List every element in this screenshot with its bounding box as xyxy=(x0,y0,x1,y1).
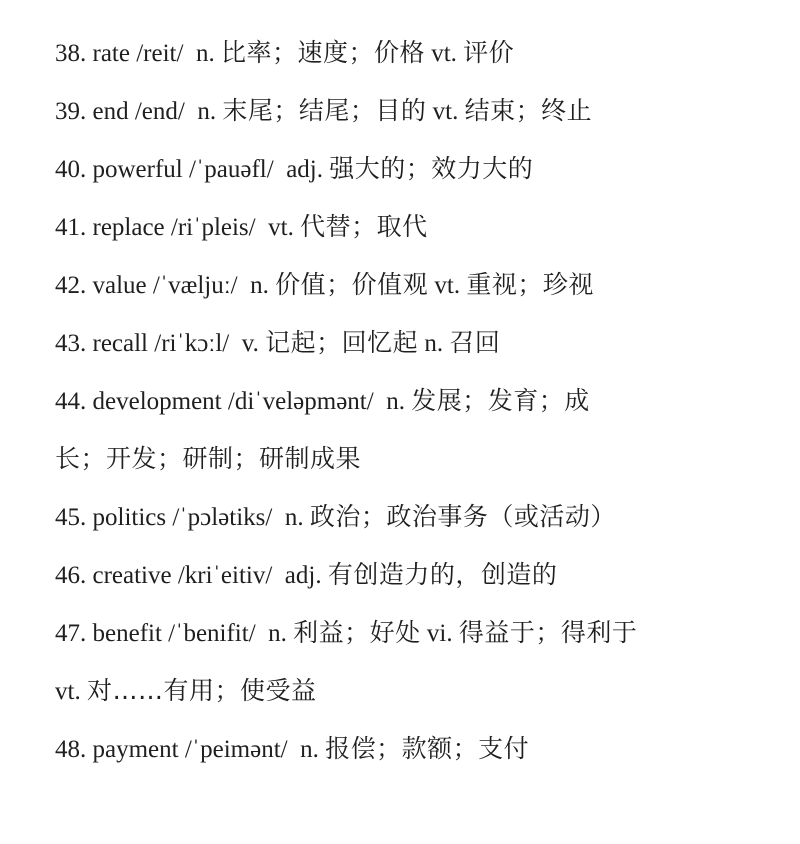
vocab-entry-48 xyxy=(55,729,529,769)
entry-word: replace xyxy=(92,214,165,241)
entry-word: value xyxy=(92,272,147,299)
entry-meaning: 发展；发育；成 xyxy=(411,386,590,415)
entry-word: rate xyxy=(92,40,130,67)
entry-phonetic: /ˈvæljuː/ xyxy=(152,272,238,299)
vocab-entry-47 xyxy=(55,613,637,653)
entry-number: 44. xyxy=(55,388,87,415)
entry-word: creative xyxy=(92,562,172,589)
entry-meaning: 重视；珍视 xyxy=(466,270,594,299)
entry-phonetic: /end/ xyxy=(134,98,185,125)
entry-pos: n. xyxy=(424,330,444,357)
entry-meaning: 强大的；效力大的 xyxy=(329,154,534,183)
entry-word: payment xyxy=(92,736,179,763)
entry-number: 41. xyxy=(55,214,87,241)
entry-pos: n. xyxy=(268,620,287,647)
vocab-entry-38 xyxy=(55,33,514,73)
entry-pos: n. xyxy=(300,736,319,763)
entry-meaning: 长；开发；研制；研制成果 xyxy=(55,444,362,473)
entry-phonetic: /kriˈeitiv/ xyxy=(177,562,273,589)
vocab-entry-44 xyxy=(55,381,590,421)
entry-meaning: 评价 xyxy=(463,38,515,67)
entry-number: 43. xyxy=(55,330,87,357)
entry-pos: n. xyxy=(197,98,217,125)
vocab-entry-46 xyxy=(55,555,557,595)
entry-number: 38. xyxy=(55,40,87,67)
entry-phonetic: /reit/ xyxy=(136,40,184,67)
entry-meaning: 比率；速度；价格 xyxy=(220,38,425,67)
entry-word: powerful xyxy=(92,156,183,183)
entry-meaning: 价值；价值观 xyxy=(275,270,429,299)
entry-meaning: 利益；好处 xyxy=(293,618,421,647)
vocab-entry-41 xyxy=(55,207,428,247)
vocab-entry-40 xyxy=(55,149,533,189)
entry-pos: n. xyxy=(386,388,405,415)
entry-meaning: 末尾；结尾；目的 xyxy=(222,96,427,125)
entry-number: 47. xyxy=(55,620,87,647)
entry-number: 45. xyxy=(55,504,87,531)
entry-number: 48. xyxy=(55,736,87,763)
entry-pos: vt. xyxy=(55,678,81,705)
entry-pos: n. xyxy=(250,272,269,299)
entry-meaning: 代替；取代 xyxy=(300,212,428,241)
entry-phonetic: /ˈpeimənt/ xyxy=(184,736,288,763)
entry-pos: v. xyxy=(241,330,259,357)
entry-number: 42. xyxy=(55,272,87,299)
entry-meaning: 政治；政治事务（或活动） xyxy=(309,502,616,531)
entry-pos: vt. xyxy=(431,40,457,67)
entry-meaning: 对……有用；使受益 xyxy=(86,676,317,705)
entry-meaning: 有创造力的，创造的 xyxy=(327,560,558,589)
entry-phonetic: /diˈveləpmənt/ xyxy=(227,388,374,415)
entry-word: recall xyxy=(92,330,149,357)
entry-pos: vt. xyxy=(432,98,459,125)
entry-number: 40. xyxy=(55,156,87,183)
entry-pos: vi. xyxy=(426,620,453,647)
entry-pos: vt. xyxy=(268,214,294,241)
entry-pos: adj. xyxy=(284,562,322,589)
entry-phonetic: /riˈkɔːl/ xyxy=(154,330,230,357)
entry-number: 39. xyxy=(55,98,87,125)
entry-pos: adj. xyxy=(286,156,323,183)
vocab-entry-44-continued xyxy=(55,439,361,479)
vocab-entry-43 xyxy=(55,323,500,363)
entry-meaning: 召回 xyxy=(449,328,501,357)
vocab-entry-42 xyxy=(55,265,594,305)
entry-word: politics xyxy=(92,504,167,531)
entry-word: development xyxy=(92,388,222,415)
vocab-entry-39 xyxy=(55,91,592,131)
vocab-entry-45 xyxy=(55,497,616,537)
entry-word: end xyxy=(92,98,129,125)
entry-phonetic: /ˈpauəfl/ xyxy=(189,156,274,183)
entry-word: benefit xyxy=(92,620,162,647)
entry-meaning: 报偿；款额；支付 xyxy=(325,734,530,763)
entry-pos: n. xyxy=(195,40,215,67)
entry-phonetic: /ˈpɔlətiks/ xyxy=(172,504,273,531)
entry-pos: n. xyxy=(284,504,304,531)
entry-meaning: 结束；终止 xyxy=(464,96,593,125)
entry-phonetic: /riˈpleis/ xyxy=(170,214,256,241)
entry-meaning: 记起；回忆起 xyxy=(265,328,419,357)
entry-number: 46. xyxy=(55,562,87,589)
entry-phonetic: /ˈbenifit/ xyxy=(168,620,256,647)
vocab-entry-47-continued xyxy=(55,671,316,711)
entry-pos: vt. xyxy=(434,272,461,299)
entry-meaning: 得益于；得利于 xyxy=(458,618,638,647)
